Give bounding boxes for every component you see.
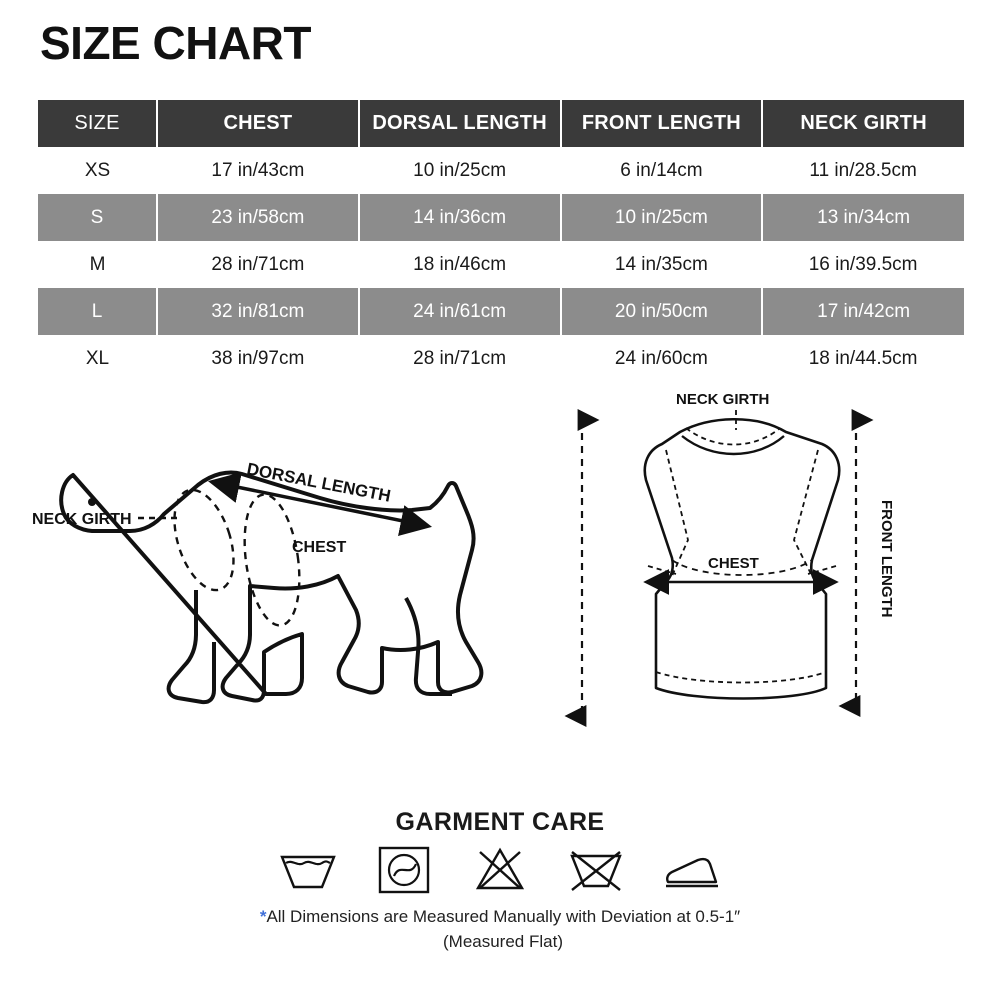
cell-chest: 17 in/43cm: [157, 147, 359, 194]
shirt-hem: [656, 672, 826, 683]
cell-front: 24 in/60cm: [561, 335, 763, 382]
cell-size: XL: [38, 335, 157, 382]
garment-care-icons: [0, 843, 1000, 897]
neck-girth-measure-line: [163, 483, 245, 598]
cell-neck: 13 in/34cm: [762, 194, 964, 241]
column-header-chest: CHEST: [157, 100, 359, 147]
shirt-collar-inner: [686, 428, 780, 445]
hand-wash-icon: [274, 843, 342, 897]
measurement-diagrams: [0, 390, 1000, 780]
cell-front: 20 in/50cm: [561, 288, 763, 335]
iron-low-icon: [658, 843, 726, 897]
column-header-neck-girth: NECK GIRTH: [762, 100, 964, 147]
cell-dorsal: 24 in/61cm: [359, 288, 561, 335]
chest-measure-line: [237, 491, 307, 629]
do-not-dry-clean-icon: [562, 843, 630, 897]
dog-measurement-diagram: [20, 390, 540, 780]
size-table: [38, 100, 964, 382]
shirt-front-length-label: FRONT LENGTH: [878, 500, 895, 618]
page-title: SIZE CHART: [40, 17, 311, 69]
cell-neck: 17 in/42cm: [762, 288, 964, 335]
tumble-dry-icon: [370, 843, 438, 897]
column-header-size: SIZE: [38, 100, 157, 147]
table-row: [38, 241, 964, 288]
cell-front: 14 in/35cm: [561, 241, 763, 288]
cell-dorsal: 14 in/36cm: [359, 194, 561, 241]
neck-girth-label: NECK GIRTH: [32, 511, 132, 528]
size-table-container: [38, 100, 964, 382]
do-not-bleach-icon: [466, 843, 534, 897]
cell-size: XS: [38, 147, 157, 194]
cell-chest: 38 in/97cm: [157, 335, 359, 382]
cell-neck: 16 in/39.5cm: [762, 241, 964, 288]
cell-neck: 18 in/44.5cm: [762, 335, 964, 382]
cell-dorsal: 10 in/25cm: [359, 147, 561, 194]
cell-chest: 32 in/81cm: [157, 288, 359, 335]
shirt-left-sleeve-seam: [666, 450, 688, 576]
shirt-chest-label: CHEST: [708, 555, 759, 572]
table-row: [38, 147, 964, 194]
cell-size: S: [38, 194, 157, 241]
footnote: [0, 905, 1000, 954]
cell-chest: 28 in/71cm: [157, 241, 359, 288]
cell-neck: 11 in/28.5cm: [762, 147, 964, 194]
shirt-neck-girth-label: NECK GIRTH: [676, 391, 770, 408]
footnote-asterisk: *: [259, 907, 267, 926]
column-header-dorsal-length: DORSAL LENGTH: [359, 100, 561, 147]
cell-dorsal: 28 in/71cm: [359, 335, 561, 382]
table-row: [38, 335, 964, 382]
chest-label: CHEST: [292, 539, 347, 556]
cell-front: 10 in/25cm: [561, 194, 763, 241]
shirt-collar: [682, 436, 784, 454]
cell-dorsal: 18 in/46cm: [359, 241, 561, 288]
table-header-row: [38, 100, 964, 147]
cell-size: M: [38, 241, 157, 288]
shirt-right-sleeve-seam: [794, 450, 818, 576]
shirt-measurement-diagram: [560, 390, 980, 780]
cell-size: L: [38, 288, 157, 335]
footnote-line-1: All Dimensions are Measured Manually with Deviation at 0.5-1″: [266, 907, 741, 926]
garment-care-title: GARMENT CARE: [395, 808, 605, 836]
cell-front: 6 in/14cm: [561, 147, 763, 194]
dog-eye-icon: [88, 498, 96, 506]
column-header-front-length: FRONT LENGTH: [561, 100, 763, 147]
table-header: [38, 100, 964, 147]
footnote-line-2: (Measured Flat): [443, 931, 563, 951]
cell-chest: 23 in/58cm: [157, 194, 359, 241]
dorsal-length-label: DORSAL LENGTH: [245, 459, 393, 506]
table-row: [38, 288, 964, 335]
table-row: [38, 194, 964, 241]
table-body: [38, 147, 964, 382]
